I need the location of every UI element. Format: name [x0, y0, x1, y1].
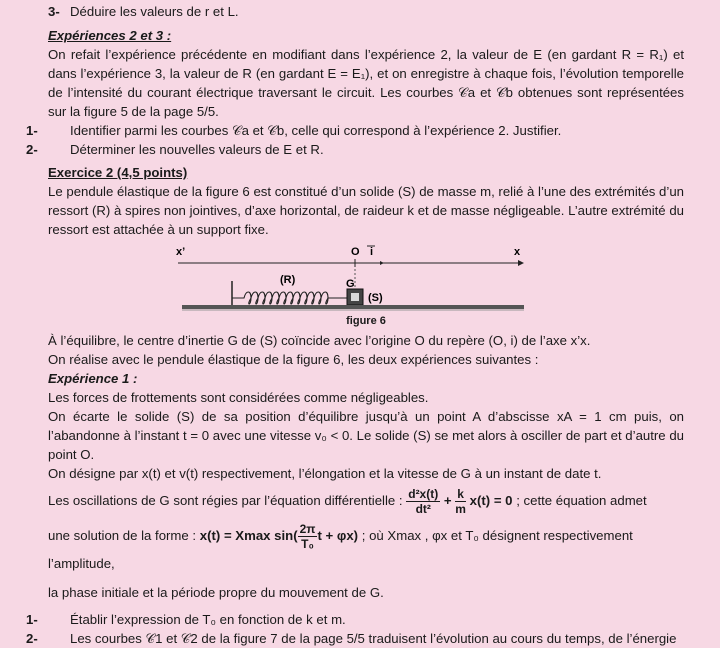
- experience-1-line-3: On désigne par x(t) et v(t) respectivement, l’élongation et la vitesse de G à un instant de date t.: [48, 466, 602, 481]
- solution-line: [48, 522, 684, 577]
- question-3: [48, 2, 684, 21]
- question-2: [26, 140, 684, 159]
- section-title-exp23: Expériences 2 et 3 :: [48, 28, 172, 43]
- figure-caption: figure 6: [346, 315, 386, 327]
- question-t0: [26, 610, 684, 629]
- solution-expression: x(t) = Xmax sin(: [199, 527, 298, 543]
- solid-label: (S): [368, 292, 383, 304]
- figure-6: [48, 243, 684, 329]
- question-number: 1-: [26, 123, 38, 138]
- two-pi-over-t0-fraction: [298, 522, 318, 551]
- question-curves: [26, 629, 684, 648]
- question-text: Les courbes 𝒞1 et 𝒞2 de la figure 7 de la page 5/5 traduisent l’évolution au cours du temps, de l’énergie: [70, 631, 677, 646]
- spring-label: (R): [280, 274, 296, 286]
- unit-vector-label: i: [370, 246, 374, 258]
- solution-description: ; où Xmax , φx et T₀ désignent respectivement l’amplitude,: [48, 527, 633, 571]
- spring: [232, 292, 347, 304]
- axis-x-label: x: [514, 246, 521, 258]
- diffeq-intro: Les oscillations de G sont régies par l’équation différentielle :: [48, 492, 403, 508]
- question-number: 2-: [26, 142, 38, 157]
- plus-sign: +: [443, 492, 452, 508]
- experience-1-title: Expérience 1 :: [48, 371, 138, 386]
- second-derivative-fraction: [406, 487, 440, 516]
- diffeq-tail: ; cette équation admet: [516, 492, 647, 508]
- equilibrium-text: À l’équilibre, le centre d’inertie G de (S) coïncide avec l’origine O du repère (O, i) de l’axe x’x.: [48, 333, 591, 348]
- fraction-numerator: 2π: [299, 522, 316, 536]
- axis-xprime-label: x’: [176, 246, 186, 258]
- question-number: 3-: [48, 4, 60, 19]
- center-g-label: G: [346, 278, 355, 290]
- k-over-m-fraction: [455, 487, 466, 516]
- paragraph-exp23: On refait l’expérience précédente en modifiant dans l’expérience 2, la valeur de E (en gardant R = R₁) et dans l’expérience 3, la valeur de R (en gardant E = E₁), et on enregistre à chaque fois, l’évolution temporelle de l’intensité du courant électrique traversant le circuit. Les courbes 𝒞a et 𝒞b obtenues sont représentées sur la figure 5 de la page 5/5.: [48, 47, 684, 119]
- question-number: 1-: [26, 612, 38, 627]
- fraction-denominator: T₀: [301, 537, 314, 551]
- axis-origin-label: O: [351, 246, 360, 258]
- solution-tail: t + φx): [317, 527, 359, 543]
- question-1: [26, 121, 684, 140]
- fraction-denominator: m: [455, 502, 466, 516]
- experience-1-line-2: On écarte le solide (S) de sa position d’équilibre jusqu’à un point A d’abscisse xA = 1 cm puis, on l’abandonne à l’instant t = 0 avec une vitesse v₀ < 0. Le solide (S) se met alors à osciller de part et d’autre du point O.: [48, 409, 684, 462]
- experience-1-line-1: Les forces de frottements sont considérées comme négligeables.: [48, 390, 429, 405]
- solution-intro: une solution de la forme :: [48, 527, 197, 543]
- differential-equation-line: [48, 487, 684, 516]
- question-text: Établir l’expression de T₀ en fonction de k et m.: [70, 612, 346, 627]
- spring-pendulum-diagram: [48, 243, 684, 315]
- fraction-denominator: dt²: [415, 502, 431, 516]
- experiments-intro: On réalise avec le pendule élastique de la figure 6, les deux expériences suivantes :: [48, 352, 539, 367]
- question-text: Déterminer les nouvelles valeurs de E et R.: [70, 142, 324, 157]
- question-number: 2-: [26, 631, 38, 646]
- document-page: [0, 2, 720, 646]
- question-text: Déduire les valeurs de r et L.: [70, 4, 239, 19]
- question-text: Identifier parmi les courbes 𝒞a et 𝒞b, celle qui correspond à l’expérience 2. Justifier.: [70, 123, 562, 138]
- paragraph-exercise-2: Le pendule élastique de la figure 6 est constitué d’un solide (S) de masse m, relié à l’une des extrémités d’un ressort (R) à spires non jointives, d’axe horizontal, de raideur k et de masse négligeable. L’autre extrémité du ressort est attachée à un support fixe.: [48, 184, 684, 237]
- phase-text: la phase initiale et la période propre du mouvement de G.: [48, 585, 384, 600]
- diffeq-rhs: x(t) = 0: [469, 492, 513, 508]
- exercise-title: Exercice 2 (4,5 points): [48, 165, 188, 180]
- fraction-numerator: d²x(t): [408, 487, 439, 501]
- ground: [182, 305, 524, 309]
- fraction-numerator: k: [457, 487, 464, 501]
